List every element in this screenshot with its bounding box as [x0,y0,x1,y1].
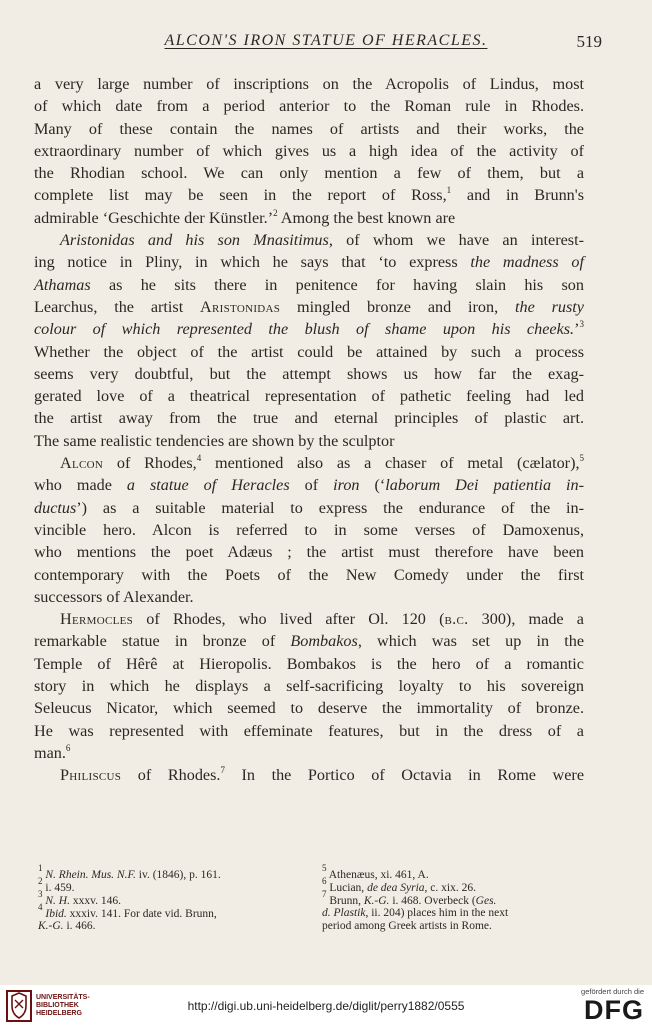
running-head: ALCON'S IRON STATUE OF HERACLES. [164,32,488,49]
text-line: Hermocles of Rhodes, who lived after Ol. 120 (b.c. 300), made a [60,610,584,629]
library-name: UNIVERSITÄTS- BIBLIOTHEK HEIDELBERG [36,994,90,1017]
text-line: Whether the object of the artist could be attained by such a process [34,342,584,361]
text-line: admirable ‘Geschichte der Künstler.’$^2$ Among the best known are [34,207,456,227]
text-line: remarkable statue in bronze of Bombakos, which was set up in the [34,632,584,651]
text-line: complete list may be seen in the report of Ross,$^1$ and in Brunn's [34,185,584,205]
footnote: $^5$ Athenæus, xi. 461, A. [322,863,429,881]
text-line: Athamas as he sits there in penitence for having slain his son [34,275,584,294]
text-line: seems very doubtful, but the attempt shows us how far the exag- [34,364,584,383]
text-line: Many of these contain the names of artists and their works, the [34,119,584,138]
footnotes-right-column [322,863,597,933]
footnote-continuation: d. Plastik, ii. 204) places him in the next [322,907,509,919]
text-line: Alcon of Rhodes,$^4$ mentioned also as a chaser of metal (cælator),$^5$ [60,453,585,473]
text-line: successors of Alexander. [34,587,194,606]
footnote: $^6$ Lucian, de dea Syria, c. xix. 26. [322,876,476,894]
footnote: $^1$ N. Rhein. Mus. N.F. iv. (1846), p. 161. [38,863,221,881]
footnote-ref: 4 [196,453,202,464]
body-text [34,73,584,787]
footnote-continuation: K.-G. i. 466. [38,920,96,932]
text-line: the Rhodian school. We can only mention a few of them, but a [34,164,584,183]
text-line: The same realistic tendencies are shown by the sculptor [34,431,395,450]
text-line: gerated love of a theatrical representation of pathetic feeling had led [34,387,584,406]
text-line: Temple of Hêrê at Hieropolis. Bombakos is the hero of a romantic [34,654,584,673]
footnote-ref: 1 [446,185,452,196]
text-line: man.$^6$ [34,742,71,762]
permalink[interactable]: http://digi.ub.uni-heidelberg.de/diglit/perry1882/0555 [187,999,465,1013]
footnote: $^2$ i. 459. [38,876,75,894]
text-line: Seleucus Nicator, which seemed to deserve the immortality of bronze. [34,699,584,718]
footnote-ref: 6 [65,742,71,753]
funding-caption: gefördert durch die [581,987,644,996]
footnote-ref: 3 [579,319,584,330]
text-line: colour of which represented the blush of shame upon his cheeks.’$^3$ [34,319,584,339]
text-line: who made a statue of Heracles of iron (‘laborum Dei patientia in- [34,476,585,495]
funder-block [560,987,644,1024]
footnote-ref: 2 [273,207,278,218]
viewer-footer [0,985,652,1028]
text-line: story in which he displays a self-sacrificing loyalty to his sovereign [34,677,584,696]
footnote-ref: 5 [579,453,585,464]
text-line: of which date from a period anterior to the Roman rule in Rhodes. [34,97,584,116]
text-line: extraordinary number of which gives us a high idea of the activity of [34,141,584,160]
footnote: $^7$ Brunn, K.-G. i. 468. Overbeck (Ges. [322,889,497,907]
text-line: vincible hero. Alcon is referred to in some verses of Damoxenus, [34,520,584,539]
text-line: the artist away from the true and eternal principles of plastic art. [34,409,584,428]
page-header [0,30,652,60]
dfg-logo: DFG [584,995,644,1025]
text-line: Learchus, the artist Aristonidas mingled bronze and iron, the rusty [34,297,584,316]
footnote-ref: 7 [220,765,225,776]
text-line: ductus’) as a suitable material to express the endurance of the in- [34,498,584,517]
text-line: He was represented with effeminate features, but in the dress of a [34,721,584,740]
text-line: contemporary with the Poets of the New Comedy under the first [34,565,584,584]
text-line: ing notice in Pliny, in which he says that ‘to express the madness of [34,253,584,272]
text-line: who mentions the poet Adæus ; the artist must therefore have been [34,543,584,562]
text-line: a very large number of inscriptions on the Acropolis of Lindus, most [34,75,584,93]
footnote: $^3$ N. H. xxxv. 146. [38,889,121,907]
footnote: $^4$ Ibid. xxxiv. 141. For date vid. Brunn, [38,902,217,920]
text-line: Aristonidas and his son Mnasitimus, of whom we have an interest- [60,231,584,250]
page-number: 519 [576,32,602,51]
footnotes-left-column [38,863,308,933]
footnote-continuation: period among Greek artists in Rome. [322,920,492,932]
text-line: Philiscus of Rhodes.$^7$ In the Portico of Octavia in Rome were [60,765,585,785]
